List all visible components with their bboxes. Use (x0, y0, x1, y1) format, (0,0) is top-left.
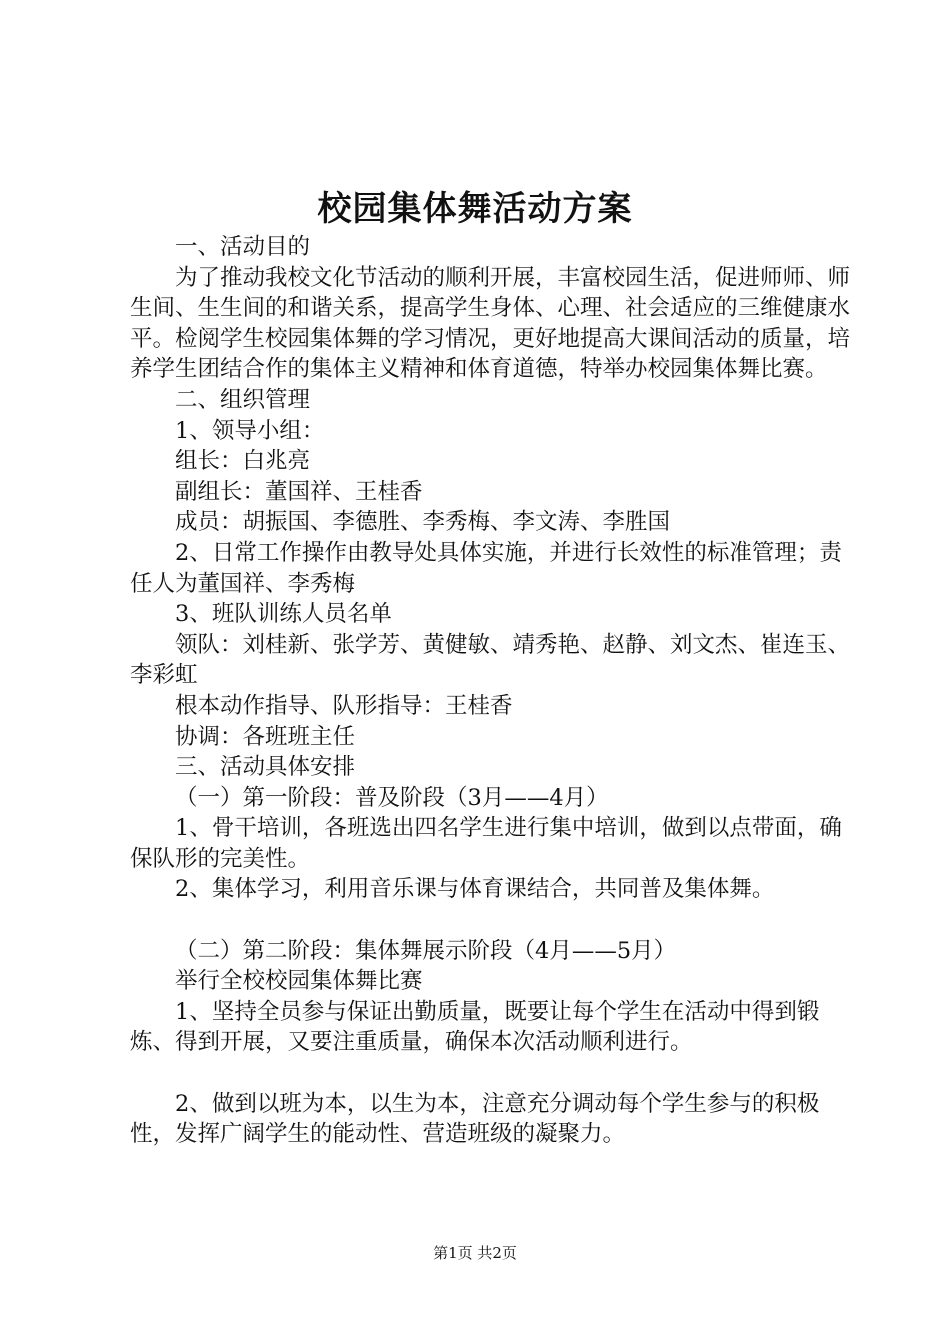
paragraph-phase-one: （一）第一阶段：普及阶段（3月——4月） (175, 784, 609, 811)
page-indicator: 第1页 共2页 (433, 1244, 517, 1262)
paragraph-deputy-leader: 副组长：董国祥、王桂香 (175, 478, 423, 505)
paragraph-leader: 组长：白兆亮 (175, 448, 311, 475)
paragraph-phase-one-item-1: 1、骨干培训，各班选出四名学生进行集中培训，做到以点带面，确保队形的完美性。 (130, 815, 842, 872)
paragraph-coordination: 协调：各班班主任 (175, 723, 356, 750)
document-body (130, 232, 850, 1150)
paragraph-team-leaders: 领队：刘桂新、张学芳、黄健敏、靖秀艳、赵静、刘文杰、崔连玉、李彩虹 (130, 631, 851, 689)
paragraph-leadership-group: 1、领导小组： (175, 417, 325, 444)
paragraph-daily-management: 2、日常工作操作由教导处具体实施，并进行长效性的标准管理；责任人为董国祥、李秀梅 (130, 539, 842, 597)
document-title: 校园集体舞活动方案 (317, 189, 633, 229)
paragraph-phase-two-item-1: 1、坚持全员参与保证出勤质量，既要让每个学生在活动中得到锻炼、得到开展，又要注重质量，确保本次活动顺利进行。 (130, 998, 820, 1056)
section-heading-purpose: 一、活动目的 (175, 234, 311, 260)
paragraph-competition: 举行全校校园集体舞比赛 (175, 968, 423, 995)
paragraph-purpose: 为了推动我校文化节活动的顺利开展，丰富校园生活，促进师师、师生间、生生间的和谐关系，提高学生身体、心理、社会适应的三维健康水平。检阅学生校园集体舞的学习情况，更好地提高大课间活动的质量，培养学生团结合作的集体主义精神和体育道德，特举办校园集体舞比赛。 (130, 264, 851, 383)
paragraph-members: 成员：胡振国、李德胜、李秀梅、李文涛、李胜国 (175, 509, 671, 536)
section-heading-schedule: 三、活动具体安排 (175, 754, 356, 781)
paragraph-phase-two: （二）第二阶段：集体舞展示阶段（4月——5月） (175, 937, 677, 964)
paragraph-phase-two-item-2: 2、做到以班为本，以生为本，注意充分调动每个学生参与的积极性，发挥广阔学生的能动性、营造班级的凝聚力。 (130, 1090, 820, 1148)
paragraph-training-staff: 3、班队训练人员名单 (175, 601, 392, 628)
paragraph-instruction: 根本动作指导、队形指导：王桂香 (175, 692, 513, 719)
paragraph-phase-one-item-2: 2、集体学习，利用音乐课与体育课结合，共同普及集体舞。 (175, 876, 775, 903)
section-heading-organization: 二、组织管理 (175, 386, 311, 413)
